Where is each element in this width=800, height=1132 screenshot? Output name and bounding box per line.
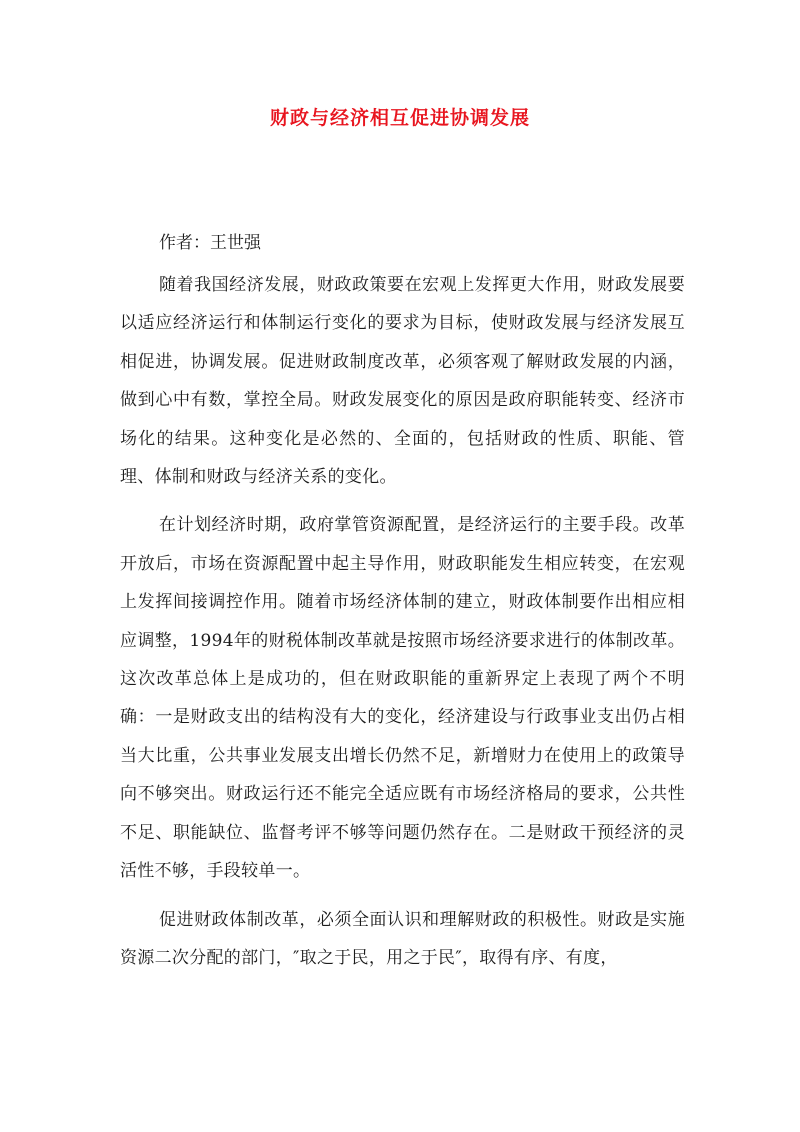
- author-line: 作者：王世强: [159, 233, 261, 253]
- document-title: 财政与经济相互促进协调发展: [269, 107, 530, 129]
- paragraph: 随着我国经济发展，财政政策要在宏观上发挥更大作用，财政发展要以适应经济运行和体制运行变化的要求为目标，使财政发展与经济发展互相促进，协调发展。促进财政制度改革，必须客观了解财政发展的内涵，做到心中有数，掌控全局。财政发展变化的原因是政府职能转变、经济市场化的结果。这种变化是必然的、全面的，包括财政的性质、职能、管理、体制和财政与经济关系的变化。: [120, 275, 685, 488]
- document-body: [120, 266, 685, 987]
- paragraph: 在计划经济时期，政府掌管资源配置，是经济运行的主要手段。改革开放后，市场在资源配置中起主导作用，财政职能发生相应转变，在宏观上发挥间接调控作用。随着市场经济体制的建立，财政体制要作出相应相应调整，1994年的财税体制改革就是按照市场经济要求进行的体制改革。这次改革总体上是成功的，但在财政职能的重新界定上表现了两个不明确：一是财政支出的结构没有大的变化，经济建设与行政事业支出仍占相当大比重，公共事业发展支出增长仍然不足，新增财力在使用上的政策导向不够突出。财政运行还不能完全适应既有市场经济格局的要求，公共性不足、职能缺位、监督考评不够等问题仍然存在。二是财政干预经济的灵活性不够，手段较单一。: [120, 515, 685, 882]
- paragraph: 促进财政体制改革，必须全面认识和理解财政的积极性。财政是实施资源二次分配的部门，″取之于民，用之于民″，取得有序、有度，: [120, 909, 685, 968]
